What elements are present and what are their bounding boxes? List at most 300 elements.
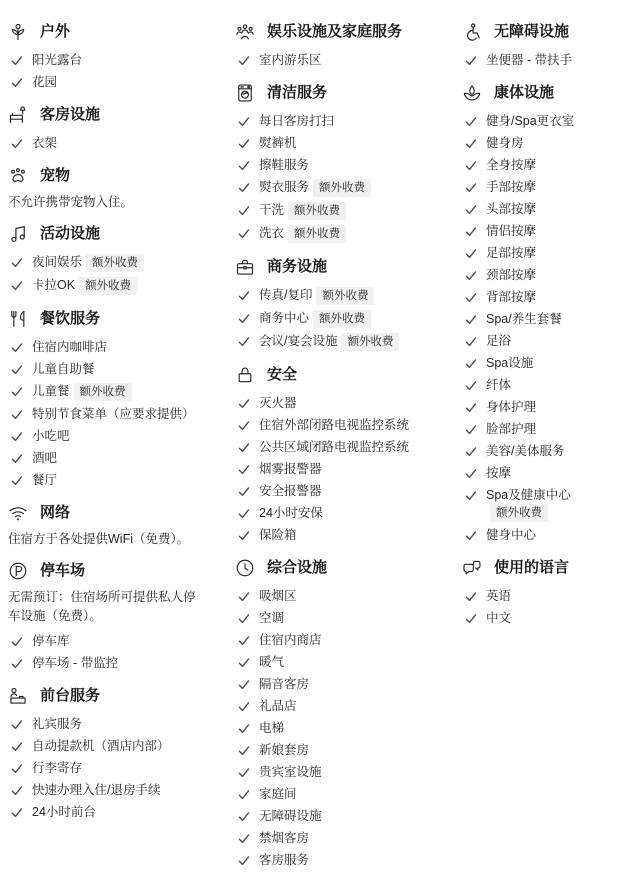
amenity-label: 足浴 (486, 333, 512, 348)
amenity-item (8, 380, 204, 403)
check-icon (237, 397, 250, 410)
amenity-item (8, 49, 204, 71)
amenity-text (32, 782, 160, 799)
amenity-label: 会议/宴会设施 (259, 333, 338, 348)
check-icon (237, 656, 250, 669)
amenity-item (8, 757, 204, 779)
fork-knife-icon (8, 309, 28, 329)
speech-bubbles-icon (462, 558, 482, 578)
amenity-item (462, 330, 614, 352)
amenity-item (8, 251, 204, 274)
check-icon (10, 784, 23, 797)
section-header-activities (8, 223, 204, 245)
reception-icon (8, 686, 28, 706)
amenity-item (235, 783, 431, 805)
check-icon (464, 357, 477, 370)
check-icon (10, 137, 23, 150)
lotus-icon (462, 83, 482, 103)
check-icon (237, 612, 250, 625)
amenity-label: 电梯 (259, 720, 285, 735)
section-outdoor (8, 21, 204, 93)
check-icon (464, 379, 477, 392)
amenity-text (32, 655, 118, 672)
extra-charge-badge: 额外收费 (288, 202, 346, 220)
section-header-safety (235, 364, 431, 386)
section-dining (8, 308, 204, 491)
amenity-text (259, 698, 297, 715)
washing-machine-icon (235, 83, 255, 103)
amenity-text (486, 201, 536, 218)
check-icon (237, 634, 250, 647)
check-icon (10, 740, 23, 753)
amenity-item (462, 484, 614, 524)
amenity-text (32, 135, 57, 152)
amenity-label: 商务中心 (259, 310, 310, 325)
amenity-text (486, 52, 572, 69)
check-icon (237, 312, 250, 325)
amenity-text (259, 505, 323, 522)
amenity-label: 礼品店 (259, 698, 297, 713)
section-pets (8, 165, 204, 212)
amenity-label: 隔音客房 (259, 676, 310, 691)
amenity-item (462, 462, 614, 484)
amenity-text (259, 461, 322, 478)
amenity-label: 礼宾服务 (32, 716, 83, 731)
amenity-label: 熨裤机 (259, 135, 297, 150)
amenity-item (8, 447, 204, 469)
check-icon (237, 529, 250, 542)
section-safety (235, 364, 431, 546)
amenity-item (235, 414, 431, 436)
amenity-label: 脸部护理 (486, 421, 537, 436)
amenity-text (259, 654, 284, 671)
section-title: 宠物 (40, 167, 71, 184)
amenity-item (235, 629, 431, 651)
amenity-item (235, 805, 431, 827)
section-header-parking (8, 560, 204, 582)
check-icon (464, 181, 477, 194)
amenity-label: 每日客房打扫 (259, 113, 335, 128)
section-title: 前台服务 (40, 687, 101, 704)
amenities-column-3 (462, 21, 614, 629)
amenity-label: 餐厅 (32, 472, 58, 487)
check-icon (237, 159, 250, 172)
amenity-item (462, 585, 614, 607)
check-icon (464, 137, 477, 150)
amenity-item (235, 480, 431, 502)
amenity-item (235, 695, 431, 717)
wifi-icon (8, 503, 28, 523)
section-header-languages (462, 557, 614, 579)
check-icon (237, 744, 250, 757)
check-icon (10, 718, 23, 731)
check-icon (237, 137, 250, 150)
check-icon (237, 441, 250, 454)
check-icon (237, 289, 250, 302)
amenity-label: 健身房 (486, 135, 524, 150)
section-header-dining (8, 308, 204, 330)
check-icon (464, 335, 477, 348)
section-title: 网络 (40, 504, 71, 521)
check-icon (237, 463, 250, 476)
amenity-text (32, 633, 70, 650)
check-icon (464, 590, 477, 603)
amenity-item (462, 154, 614, 176)
amenity-text (259, 610, 284, 627)
amenity-label: 禁烟客房 (259, 830, 310, 845)
paw-icon (8, 166, 28, 186)
check-icon (464, 54, 477, 67)
amenity-item (462, 352, 614, 374)
amenity-item (462, 286, 614, 308)
amenity-text (486, 267, 536, 284)
check-icon (237, 832, 250, 845)
amenity-text (259, 179, 371, 197)
check-icon (237, 507, 250, 520)
amenity-item (235, 49, 431, 71)
amenity-label: 卡拉OK (32, 277, 76, 292)
amenity-item (235, 458, 431, 480)
amenity-text (32, 716, 82, 733)
extra-charge-badge: 额外收费 (86, 254, 144, 272)
amenity-item (235, 110, 431, 132)
extra-charge-badge: 额外收费 (313, 179, 371, 197)
amenity-item (235, 585, 431, 607)
check-icon (10, 76, 23, 89)
extra-charge-badge: 额外收费 (313, 310, 371, 328)
amenity-label: 住宿内咖啡店 (32, 339, 108, 354)
amenity-item (235, 176, 431, 199)
amenity-label: 花园 (32, 74, 58, 89)
amenity-text (486, 377, 511, 394)
check-icon (10, 279, 23, 292)
extra-charge-badge: 额外收费 (74, 383, 132, 401)
amenity-text (259, 632, 322, 649)
amenity-text (486, 465, 511, 482)
amenity-item (235, 330, 431, 353)
amenity-text (486, 179, 536, 196)
amenities-column-2 (235, 21, 431, 871)
amenity-item (8, 630, 204, 652)
check-icon (237, 766, 250, 779)
amenity-text (259, 333, 399, 351)
amenity-item (462, 110, 614, 132)
check-icon (237, 590, 250, 603)
amenity-text (32, 450, 57, 467)
amenity-text (259, 310, 371, 328)
check-icon (237, 722, 250, 735)
amenity-text (486, 135, 524, 152)
amenity-text (259, 483, 322, 500)
amenity-label: 24小时前台 (32, 804, 96, 819)
check-icon (237, 810, 250, 823)
check-icon (10, 657, 23, 670)
amenity-text (259, 742, 309, 759)
section-title: 使用的语言 (494, 559, 570, 576)
section-wellness (462, 82, 614, 546)
check-icon (464, 401, 477, 414)
extra-charge-badge: 额外收费 (490, 504, 548, 522)
section-header-room-facilities (8, 104, 204, 126)
check-icon (464, 291, 477, 304)
extra-charge-badge: 额外收费 (316, 287, 374, 305)
section-title: 无障碍设施 (494, 23, 570, 40)
amenity-label: 特别节食菜单（应要求提供） (32, 406, 195, 421)
amenity-text (486, 421, 536, 438)
music-note-icon (8, 224, 28, 244)
amenity-text (259, 676, 309, 693)
amenity-item (235, 717, 431, 739)
amenity-text (32, 361, 95, 378)
amenity-text (32, 277, 137, 295)
check-icon (464, 203, 477, 216)
amenity-text (486, 157, 536, 174)
section-header-outdoor (8, 21, 204, 43)
amenity-item (8, 71, 204, 93)
amenity-text (486, 245, 536, 262)
amenity-label: 公共区域闭路电视监控系统 (259, 439, 410, 454)
check-icon (464, 269, 477, 282)
bed-lamp-icon (8, 105, 28, 125)
section-note: 住宿方于各处提供WiFi（免费）。 (8, 532, 190, 546)
amenity-label: 小吃吧 (32, 428, 70, 443)
section-header-front-desk (8, 685, 204, 707)
amenity-text (259, 225, 346, 243)
section-header-business (235, 256, 431, 278)
check-icon (464, 445, 477, 458)
flower-icon (8, 22, 28, 42)
check-icon (464, 489, 477, 502)
amenity-label: 24小时安保 (259, 505, 323, 520)
amenity-label: 快速办理入住/退房手续 (32, 782, 161, 797)
amenity-label: 擦鞋服务 (259, 157, 310, 172)
amenity-label: 安全报警器 (259, 483, 322, 498)
amenity-item (235, 199, 431, 222)
amenity-label: 行李寄存 (32, 760, 83, 775)
amenity-item (235, 436, 431, 458)
amenities-column-1 (8, 21, 204, 823)
section-title: 综合设施 (267, 559, 328, 576)
family-icon (235, 22, 255, 42)
amenity-label: 熨衣服务 (259, 179, 310, 194)
amenity-item (462, 242, 614, 264)
amenity-item (462, 396, 614, 418)
amenity-item (462, 220, 614, 242)
amenity-item (235, 849, 431, 871)
amenity-label: 纤体 (486, 377, 512, 392)
section-entertainment-family (235, 21, 431, 71)
check-icon (237, 335, 250, 348)
amenity-label: 全身按摩 (486, 157, 537, 172)
amenity-item (8, 132, 204, 154)
amenity-label: 儿童餐 (32, 383, 70, 398)
check-icon (464, 313, 477, 326)
amenity-item (235, 607, 431, 629)
parking-icon (8, 561, 28, 581)
check-icon (10, 806, 23, 819)
amenity-item (235, 307, 431, 330)
section-internet (8, 502, 204, 549)
amenity-item (8, 274, 204, 297)
amenity-item (462, 176, 614, 198)
section-cleaning (235, 82, 431, 245)
check-icon (237, 181, 250, 194)
amenity-item (8, 779, 204, 801)
section-header-accessibility (462, 21, 614, 43)
section-business (235, 256, 431, 353)
amenity-text (486, 355, 533, 372)
amenity-label: 情侣按摩 (486, 223, 537, 238)
section-header-internet (8, 502, 204, 524)
section-activities (8, 223, 204, 297)
section-title: 康体设施 (494, 84, 555, 101)
amenity-label: 传真/复印 (259, 287, 313, 302)
amenity-text (486, 588, 511, 605)
amenity-item (235, 222, 431, 245)
section-title: 餐饮服务 (40, 310, 101, 327)
amenity-item (462, 524, 614, 546)
section-title: 安全 (267, 366, 298, 383)
amenity-text (259, 720, 284, 737)
check-icon (237, 485, 250, 498)
amenity-text (32, 339, 107, 356)
check-icon (237, 115, 250, 128)
check-icon (10, 762, 23, 775)
amenity-text (32, 52, 82, 69)
amenity-item (8, 469, 204, 491)
check-icon (237, 678, 250, 691)
amenity-label: 保险箱 (259, 527, 297, 542)
amenity-item (462, 49, 614, 71)
amenity-label: 干洗 (259, 202, 285, 217)
amenity-item (462, 374, 614, 396)
check-icon (10, 363, 23, 376)
check-icon (464, 423, 477, 436)
check-icon (10, 635, 23, 648)
amenity-item (235, 524, 431, 546)
amenity-text (486, 487, 614, 522)
check-icon (464, 225, 477, 238)
section-accessibility (462, 21, 614, 71)
section-room-facilities (8, 104, 204, 154)
amenity-item (462, 607, 614, 629)
section-header-entertainment-family (235, 21, 431, 43)
amenity-item (8, 336, 204, 358)
section-title: 客房设施 (40, 106, 101, 123)
amenity-label: 足部按摩 (486, 245, 537, 260)
amenity-label: 健身/Spa更衣室 (486, 113, 575, 128)
amenity-text (259, 588, 297, 605)
amenity-item (462, 440, 614, 462)
amenity-item (8, 652, 204, 674)
amenity-item (235, 154, 431, 176)
amenity-label: 背部按摩 (486, 289, 537, 304)
amenity-text (259, 135, 297, 152)
amenity-text (486, 311, 562, 328)
check-icon (10, 474, 23, 487)
section-header-misc (235, 557, 431, 579)
amenity-label: 儿童自助餐 (32, 361, 95, 376)
amenity-text (486, 399, 536, 416)
amenity-label: 新娘套房 (259, 742, 310, 757)
amenity-text (32, 406, 195, 423)
amenity-label: 阳光露台 (32, 52, 83, 67)
check-icon (464, 612, 477, 625)
amenity-item (235, 392, 431, 414)
amenity-label: 身体护理 (486, 399, 537, 414)
amenity-item (8, 713, 204, 735)
check-icon (10, 452, 23, 465)
amenity-text (259, 764, 322, 781)
amenity-text (486, 443, 564, 460)
amenity-text (32, 738, 170, 755)
extra-charge-badge: 额外收费 (79, 277, 137, 295)
clock-icon (235, 558, 255, 578)
amenity-label: 住宿外部闭路电视监控系统 (259, 417, 410, 432)
amenity-text (259, 202, 346, 220)
check-icon (237, 854, 250, 867)
amenity-label: 英语 (486, 588, 512, 603)
amenity-item (8, 735, 204, 757)
amenity-item (8, 403, 204, 425)
amenity-label: 酒吧 (32, 450, 58, 465)
amenity-label: Spa及健康中心 (486, 487, 571, 502)
briefcase-icon (235, 257, 255, 277)
amenity-item (235, 132, 431, 154)
check-icon (237, 204, 250, 217)
amenity-label: 头部按摩 (486, 201, 537, 216)
amenity-text (259, 439, 409, 456)
amenity-item (235, 739, 431, 761)
amenity-item (462, 308, 614, 330)
amenity-label: 美容/美体服务 (486, 443, 565, 458)
section-note: 不允许携带宠物入住。 (8, 195, 134, 209)
amenity-text (32, 804, 96, 821)
check-icon (10, 385, 23, 398)
amenity-item (462, 264, 614, 286)
amenity-text (32, 760, 82, 777)
amenity-item (462, 132, 614, 154)
amenity-label: 客房服务 (259, 852, 310, 867)
amenity-text (259, 786, 297, 803)
check-icon (10, 256, 23, 269)
amenity-text (486, 333, 511, 350)
check-icon (464, 247, 477, 260)
section-title: 清洁服务 (267, 84, 328, 101)
amenity-text (486, 113, 574, 130)
amenity-text (259, 852, 309, 869)
section-front-desk (8, 685, 204, 823)
amenity-text (259, 52, 322, 69)
amenity-item (462, 418, 614, 440)
amenity-label: Spa/养生套餐 (486, 311, 562, 326)
extra-charge-badge: 额外收费 (341, 333, 399, 351)
amenity-text (32, 74, 57, 91)
amenity-text (259, 808, 322, 825)
amenity-label: 室内游乐区 (259, 52, 322, 67)
section-title: 商务设施 (267, 258, 328, 275)
check-icon (10, 54, 23, 67)
amenity-label: 空调 (259, 610, 285, 625)
amenity-text (32, 383, 132, 401)
amenity-item (8, 801, 204, 823)
amenity-item (235, 761, 431, 783)
amenity-label: 无障碍设施 (259, 808, 322, 823)
check-icon (237, 700, 250, 713)
amenity-label: 按摩 (486, 465, 512, 480)
section-header-cleaning (235, 82, 431, 104)
amenity-text (32, 472, 57, 489)
